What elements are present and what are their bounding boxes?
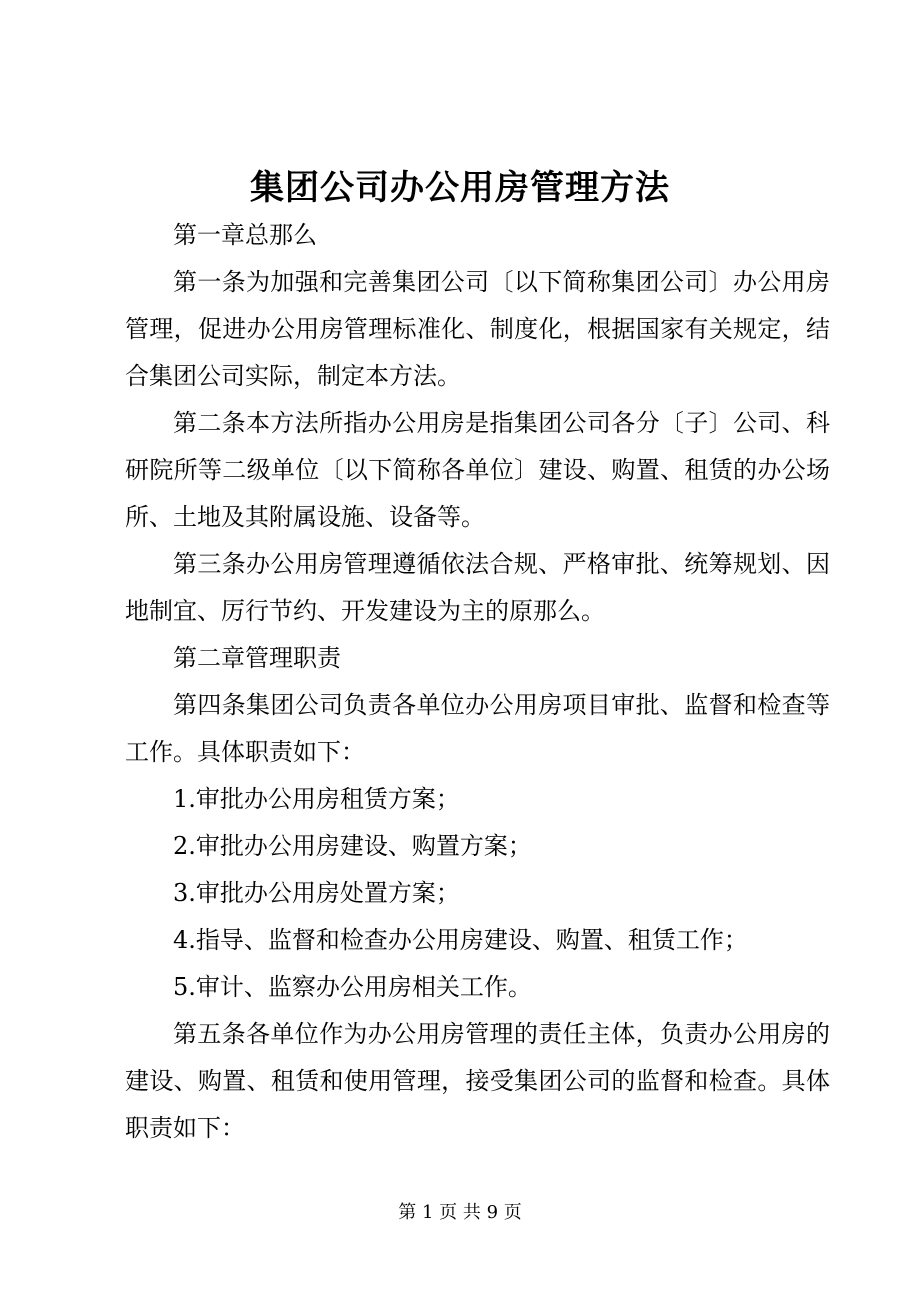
document-title: 集团公司办公用房管理方法	[250, 168, 670, 208]
page-footer: 第 1 页 共 9 页	[398, 1202, 522, 1223]
chapter-heading: 第一章总那么	[173, 221, 317, 249]
chapter-heading: 第二章管理职责	[173, 644, 341, 672]
article-paragraph: 第二条本方法所指办公用房是指集团公司各分〔子〕公司、科研院所等二级单位〔以下简称各单位〕建设、购置、租赁的办公场所、土地及其附属设施、设备等。	[125, 409, 830, 531]
article-paragraph: 第五条各单位作为办公用房管理的责任主体，负责办公用房的建设、购置、租赁和使用管理，接受集团公司的监督和检查。具体职责如下：	[125, 1020, 830, 1142]
list-item: 2.审批办公用房建设、购置方案；	[173, 832, 532, 860]
article-paragraph: 第四条集团公司负责各单位办公用房项目审批、监督和检查等工作。具体职责如下：	[125, 691, 830, 766]
list-item: 3.审批办公用房处置方案；	[173, 879, 460, 907]
list-item: 1.审批办公用房租赁方案；	[173, 785, 460, 813]
document-body	[125, 212, 830, 1152]
list-item: 5.审计、监察办公用房相关工作。	[173, 973, 532, 1001]
list-item: 4.指导、监督和检查办公用房建设、购置、租赁工作；	[173, 926, 748, 954]
article-paragraph: 第一条为加强和完善集团公司〔以下简称集团公司〕办公用房管理，促进办公用房管理标准化、制度化，根据国家有关规定，结合集团公司实际，制定本方法。	[125, 268, 830, 390]
article-paragraph: 第三条办公用房管理遵循依法合规、严格审批、统筹规划、因地制宜、厉行节约、开发建设为主的原那么。	[125, 550, 830, 625]
